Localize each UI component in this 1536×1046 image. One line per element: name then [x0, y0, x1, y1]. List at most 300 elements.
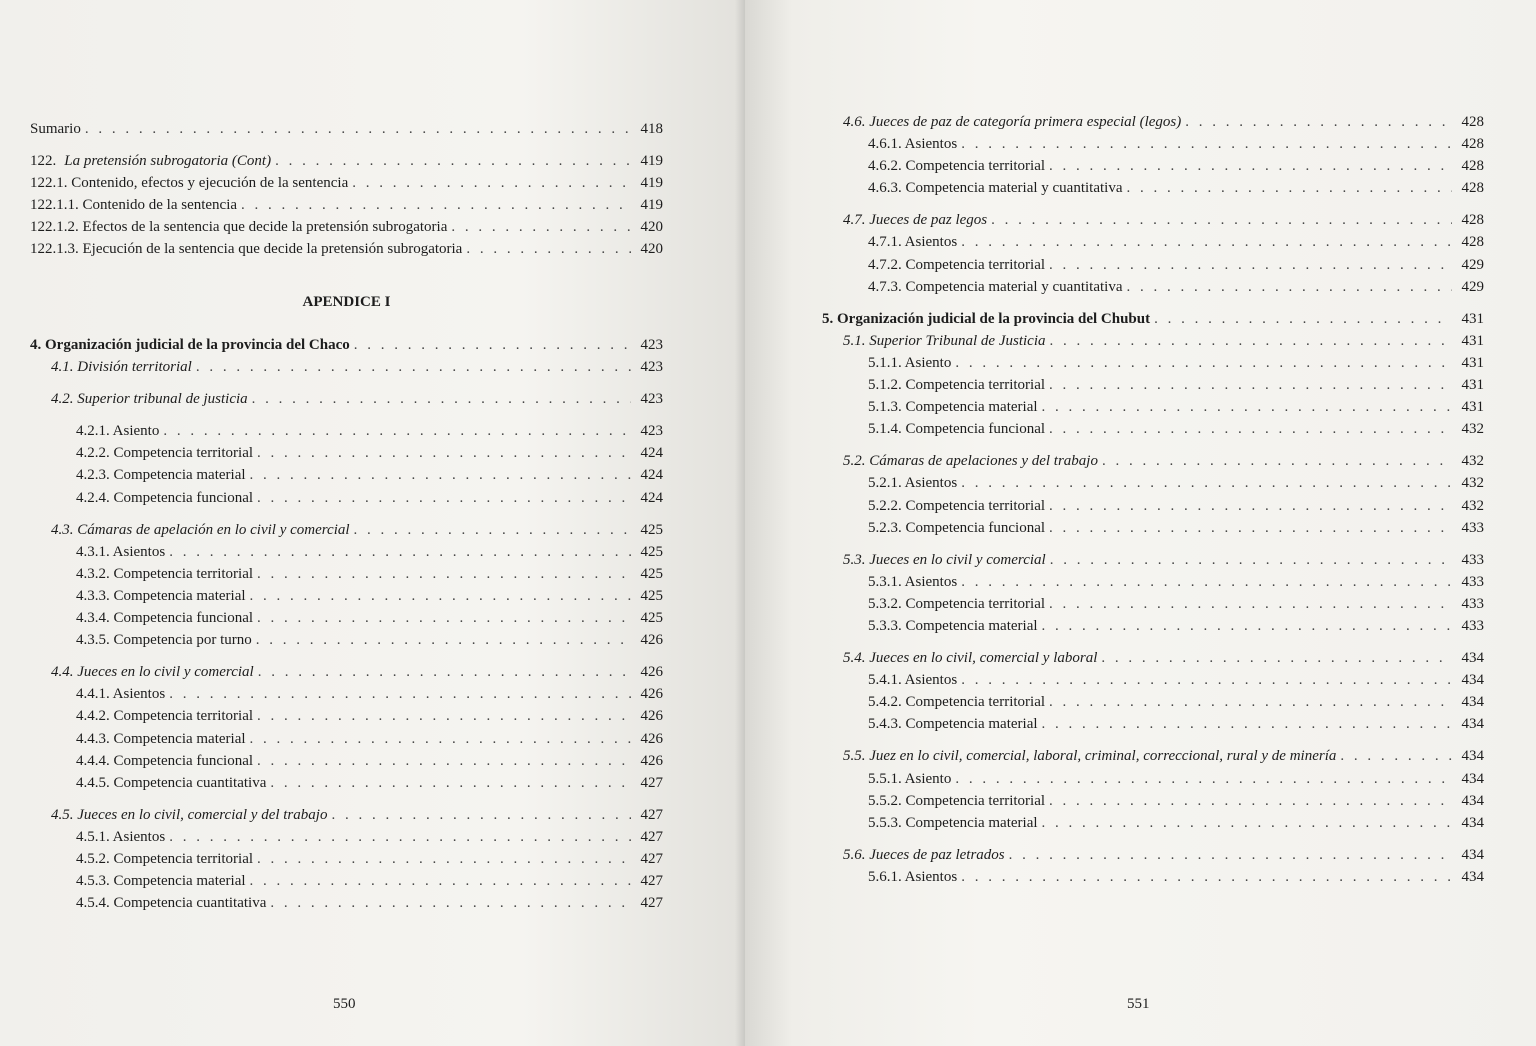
- toc-entry-label: [843, 209, 987, 231]
- toc-entry-text: 5.4. Jueces en lo civil, comercial y laboral: [843, 650, 1098, 667]
- toc-entry-page: 423: [640, 337, 663, 353]
- toc-entry: [30, 487, 663, 509]
- toc-entry-text: 5.6. Jueces de paz letrados: [843, 846, 1005, 863]
- toc-entry: [822, 549, 1484, 571]
- toc-entry: [822, 330, 1484, 352]
- toc-entry-label: [868, 615, 1038, 637]
- toc-entry-label: [868, 713, 1038, 735]
- toc-entry: [822, 812, 1484, 834]
- dot-leader: [1050, 330, 1453, 352]
- toc-entry-label: [843, 111, 1181, 133]
- toc-entry: [822, 254, 1484, 276]
- toc-entry-page: 433: [1461, 519, 1484, 536]
- toc-entry-label: [868, 254, 1045, 276]
- toc-entry: [30, 750, 663, 772]
- toc-entry-page: 429: [1461, 278, 1484, 295]
- dot-leader: [256, 629, 631, 651]
- toc-entry-page: 425: [640, 610, 663, 627]
- toc-entry: [822, 396, 1484, 418]
- dot-leader: [961, 571, 1452, 593]
- toc-entry-page: 426: [640, 632, 663, 649]
- toc-entry-page: 425: [640, 565, 663, 582]
- toc-entry-text: La pretensión subrogatoria (Cont): [64, 153, 272, 170]
- toc-entry-text: 5.5. Juez en lo civil, comercial, laboral, criminal, correccional, rural y de minería: [843, 748, 1337, 765]
- toc-entry-label: [76, 487, 253, 509]
- toc-entry-page: 431: [1461, 354, 1484, 371]
- toc-entry-page: 427: [640, 873, 663, 890]
- toc-entry-page: 427: [640, 850, 663, 867]
- toc-entry: [822, 593, 1484, 615]
- toc-entry-text: 5.3.1. Asientos: [868, 573, 958, 590]
- dot-leader: [1340, 745, 1452, 767]
- toc-entry-text: 5.2.3. Competencia funcional: [868, 519, 1046, 536]
- dot-leader: [257, 705, 631, 727]
- toc-entry: [822, 450, 1484, 472]
- toc-entry-label: [51, 519, 350, 541]
- toc-entry-text: 5.5.2. Competencia territorial: [868, 792, 1046, 809]
- toc-entry-label: [76, 563, 253, 585]
- toc-entry-text: 5.1.2. Competencia territorial: [868, 377, 1046, 394]
- toc-entry-page: 426: [640, 664, 663, 681]
- toc-entry-text: 4.3.5. Competencia por turno: [76, 632, 252, 649]
- dot-leader: [1049, 593, 1452, 615]
- dot-leader: [196, 356, 631, 378]
- toc-entry-text: 5.4.3. Competencia material: [868, 716, 1038, 733]
- toc-entry-page: 431: [1461, 377, 1484, 394]
- toc-entry: [30, 804, 663, 826]
- dot-leader: [1127, 276, 1453, 298]
- toc-entry-page: 426: [640, 708, 663, 725]
- toc-entry-label: [868, 177, 1123, 199]
- dot-leader: [354, 519, 631, 541]
- toc-entry-text: 4.6. Jueces de paz de categoría primera especial (legos): [843, 114, 1182, 130]
- toc-entry-page: 428: [1461, 136, 1484, 153]
- toc-entry-page: 424: [640, 489, 663, 506]
- toc-entry: [30, 388, 663, 410]
- toc-entry-label: [868, 133, 957, 155]
- toc-entry-text: 4.5. Jueces en lo civil, comercial y del trabajo: [51, 806, 328, 823]
- toc-entry-page: 425: [640, 543, 663, 560]
- toc-entry: [30, 194, 663, 216]
- toc-entry: [822, 374, 1484, 396]
- toc-entry-page: 429: [1461, 256, 1484, 273]
- toc-entry-label: [868, 418, 1045, 440]
- toc-entry-text: 4.3. Cámaras de apelación en lo civil y comercial: [51, 521, 350, 538]
- dot-leader: [1049, 418, 1452, 440]
- toc-entry-text: 4.5.3. Competencia material: [76, 873, 246, 890]
- toc-entry-text: 5.2.1. Asientos: [868, 475, 958, 492]
- toc-entry-page: 434: [1461, 814, 1484, 831]
- toc-entry-label: [822, 308, 1150, 330]
- toc-entry-text: 5.3. Jueces en lo civil y comercial: [843, 551, 1046, 568]
- toc-entry-label: [51, 388, 248, 410]
- dot-leader: [1049, 155, 1452, 177]
- dot-leader: [250, 728, 631, 750]
- toc-entry-label: [76, 728, 246, 750]
- toc-entry-label: [868, 669, 957, 691]
- toc-entry-label: [76, 541, 165, 563]
- toc-entry-number: 122.: [30, 153, 57, 170]
- toc-entry-label: [868, 472, 957, 494]
- dot-leader: [275, 150, 631, 172]
- toc-entry: [822, 713, 1484, 735]
- toc-entry-label: [76, 420, 159, 442]
- dot-leader: [1042, 615, 1452, 637]
- toc-entry-page: 434: [1461, 846, 1484, 863]
- dot-leader: [257, 607, 631, 629]
- toc-entry-text: 4.1. División territorial: [51, 359, 192, 376]
- dot-leader: [163, 420, 631, 442]
- dot-leader: [451, 216, 631, 238]
- toc-entry-page: 432: [1461, 421, 1484, 438]
- dot-leader: [241, 194, 631, 216]
- page-number-right: 551: [1127, 996, 1150, 1012]
- toc-entry: [30, 464, 663, 486]
- toc-entry-label: [868, 790, 1045, 812]
- toc-entry-label: [76, 848, 253, 870]
- toc-entry-label: [868, 593, 1045, 615]
- toc-entry-text: 5.3.2. Competencia territorial: [868, 595, 1046, 612]
- dot-leader: [169, 683, 631, 705]
- toc-entry: [30, 216, 663, 238]
- toc-entry: [822, 691, 1484, 713]
- page-number-left: 550: [333, 996, 356, 1012]
- left-toc-top: [30, 118, 663, 261]
- dot-leader: [331, 804, 631, 826]
- left-page: [0, 0, 745, 1046]
- toc-entry-text: 4.4.3. Competencia material: [76, 730, 246, 747]
- dot-leader: [955, 768, 1452, 790]
- appendix-title: APENDICE I: [302, 294, 391, 310]
- toc-entry: [822, 745, 1484, 767]
- toc-entry-text: 4.2.2. Competencia territorial: [76, 445, 254, 462]
- toc-entry-label: [868, 866, 957, 888]
- toc-entry: [30, 728, 663, 750]
- toc-entry-label: [868, 276, 1123, 298]
- toc-entry-label: [868, 812, 1038, 834]
- toc-entry: [30, 629, 663, 651]
- toc-entry-text: 4.7.1. Asientos: [868, 234, 958, 251]
- toc-entry-label: [76, 750, 253, 772]
- dot-leader: [1049, 495, 1452, 517]
- toc-entry: [30, 661, 663, 683]
- toc-entry-page: 420: [640, 219, 663, 236]
- toc-entry-text: 4.6.1. Asientos: [868, 136, 958, 153]
- toc-entry-label: [30, 334, 350, 356]
- dot-leader: [169, 541, 631, 563]
- toc-entry-page: 424: [640, 467, 663, 484]
- toc-entry-text: 4.2.1. Asiento: [76, 423, 160, 440]
- toc-entry-page: 419: [640, 197, 663, 214]
- toc-entry-label: [843, 844, 1005, 866]
- toc-entry: [30, 541, 663, 563]
- dot-leader: [961, 669, 1452, 691]
- toc-entry-label: [868, 768, 951, 790]
- toc-entry: [30, 870, 663, 892]
- dot-leader: [270, 892, 631, 914]
- dot-leader: [169, 826, 631, 848]
- dot-leader: [1049, 691, 1452, 713]
- toc-entry: [822, 177, 1484, 199]
- toc-entry-label: [868, 155, 1045, 177]
- toc-entry-text: 4.5.2. Competencia territorial: [76, 850, 254, 867]
- dot-leader: [257, 563, 631, 585]
- toc-entry-label: [76, 607, 253, 629]
- left-toc-bottom: [30, 256, 663, 914]
- dot-leader: [1049, 517, 1452, 539]
- dot-leader: [1101, 647, 1452, 669]
- toc-entry-text: 122.1.3. Ejecución de la sentencia que decide la pretensión subrogatoria: [30, 241, 463, 258]
- toc-entry: [822, 111, 1484, 133]
- toc-entry-page: 418: [640, 121, 663, 137]
- toc-entry-label: [76, 870, 246, 892]
- toc-entry: [822, 495, 1484, 517]
- toc-entry-page: 427: [640, 895, 663, 912]
- toc-entry-page: 428: [1461, 114, 1484, 130]
- toc-entry-label: [76, 892, 266, 914]
- toc-entry-page: 432: [1461, 475, 1484, 492]
- toc-entry-text: 4.3.3. Competencia material: [76, 587, 246, 604]
- dot-leader: [257, 750, 631, 772]
- toc-entry-label: [30, 172, 348, 194]
- toc-entry-text: 5.5.3. Competencia material: [868, 814, 1038, 831]
- toc-entry-text: 5.1.4. Competencia funcional: [868, 421, 1046, 438]
- toc-entry-page: 428: [1461, 158, 1484, 175]
- toc-entry: [30, 607, 663, 629]
- toc-entry: [822, 155, 1484, 177]
- toc-entry-page: 423: [640, 359, 663, 376]
- toc-entry-text: 5.1.1. Asiento: [868, 354, 952, 371]
- right-toc: [822, 111, 1484, 888]
- toc-entry-page: 431: [1461, 399, 1484, 416]
- toc-entry: [822, 308, 1484, 330]
- toc-entry-label: [76, 705, 253, 727]
- toc-entry-text: 4.3.1. Asientos: [76, 543, 166, 560]
- toc-entry-text: 5.1. Superior Tribunal de Justicia: [843, 332, 1046, 349]
- toc-entry: [30, 150, 663, 172]
- dot-leader: [352, 172, 631, 194]
- toc-entry: [30, 334, 663, 356]
- toc-entry-page: 423: [640, 423, 663, 440]
- dot-leader: [257, 848, 631, 870]
- toc-entry-text: 4.2.4. Competencia funcional: [76, 489, 254, 506]
- toc-entry-page: 433: [1461, 573, 1484, 590]
- toc-entry-label: [843, 647, 1097, 669]
- toc-entry: [30, 772, 663, 794]
- toc-entry-page: 424: [640, 445, 663, 462]
- toc-entry-text: 4.4.5. Competencia cuantitativa: [76, 774, 267, 791]
- toc-entry-label: [76, 585, 246, 607]
- dot-leader: [961, 231, 1452, 253]
- toc-entry-label: [76, 826, 165, 848]
- dot-leader: [991, 209, 1452, 231]
- toc-entry: [822, 133, 1484, 155]
- toc-entry-text: 4. Organización judicial de la provincia del Chaco: [30, 337, 350, 353]
- dot-leader: [955, 352, 1452, 374]
- toc-entry-page: 434: [1461, 748, 1484, 765]
- toc-entry: [822, 647, 1484, 669]
- toc-entry: [822, 231, 1484, 253]
- toc-entry-text: 4.4. Jueces en lo civil y comercial: [51, 664, 254, 681]
- toc-entry-page: 432: [1461, 497, 1484, 514]
- dot-leader: [257, 487, 631, 509]
- toc-entry-text: 4.7.3. Competencia material y cuantitativa: [868, 278, 1123, 295]
- toc-entry-page: 427: [640, 774, 663, 791]
- toc-entry-page: 419: [640, 175, 663, 192]
- dot-leader: [1042, 396, 1452, 418]
- toc-entry-text: 4.7. Jueces de paz legos: [843, 212, 988, 229]
- toc-entry-page: 434: [1461, 716, 1484, 733]
- dot-leader: [961, 472, 1452, 494]
- toc-entry-page: 428: [1461, 234, 1484, 251]
- toc-entry-text: 5.4.2. Competencia territorial: [868, 694, 1046, 711]
- toc-entry-page: 434: [1461, 694, 1484, 711]
- dot-leader: [250, 464, 631, 486]
- toc-entry-text: 5.3.3. Competencia material: [868, 617, 1038, 634]
- dot-leader: [961, 133, 1452, 155]
- toc-entry-label: [76, 683, 165, 705]
- dot-leader: [252, 388, 631, 410]
- toc-entry: [822, 615, 1484, 637]
- dot-leader: [1049, 254, 1452, 276]
- toc-entry-text: 5.2. Cámaras de apelaciones y del trabajo: [843, 453, 1098, 470]
- toc-entry-page: 428: [1461, 212, 1484, 229]
- dot-leader: [1009, 844, 1452, 866]
- toc-entry-text: 5.2.2. Competencia territorial: [868, 497, 1046, 514]
- toc-entry-label: [51, 661, 254, 683]
- toc-entry-text: 5.6.1. Asientos: [868, 868, 958, 885]
- toc-entry: [822, 418, 1484, 440]
- toc-entry-label: [843, 450, 1098, 472]
- toc-entry-page: 426: [640, 752, 663, 769]
- toc-entry-label: [30, 194, 237, 216]
- toc-entry-label: [30, 118, 81, 140]
- toc-entry: [822, 276, 1484, 298]
- toc-entry-page: 419: [640, 153, 663, 170]
- toc-entry-page: 434: [1461, 650, 1484, 667]
- toc-entry: [822, 517, 1484, 539]
- toc-entry: [822, 790, 1484, 812]
- toc-entry-label: [51, 356, 192, 378]
- dot-leader: [1042, 713, 1452, 735]
- toc-entry-text: 5.1.3. Competencia material: [868, 399, 1038, 416]
- toc-entry-text: 5.5.1. Asiento: [868, 770, 952, 787]
- toc-entry: [822, 571, 1484, 593]
- toc-entry: [30, 892, 663, 914]
- toc-entry-text: 5.4.1. Asientos: [868, 672, 958, 689]
- toc-entry: [30, 172, 663, 194]
- toc-entry-label: [76, 772, 266, 794]
- toc-entry-text: 4.5.4. Competencia cuantitativa: [76, 895, 267, 912]
- toc-entry: [30, 420, 663, 442]
- dot-leader: [270, 772, 631, 794]
- dot-leader: [1154, 308, 1452, 330]
- toc-entry: [30, 826, 663, 848]
- dot-leader: [961, 866, 1452, 888]
- toc-entry-label: [868, 517, 1045, 539]
- toc-entry-label: [51, 804, 327, 826]
- toc-entry-label: [868, 571, 957, 593]
- toc-entry-page: 426: [640, 730, 663, 747]
- toc-entry-text: 122.1.2. Efectos de la sentencia que decide la pretensión subrogatoria: [30, 219, 448, 236]
- toc-entry: [822, 669, 1484, 691]
- toc-entry-label: [868, 374, 1045, 396]
- toc-entry-page: 434: [1461, 770, 1484, 787]
- toc-entry-page: 434: [1461, 792, 1484, 809]
- toc-entry: [30, 118, 663, 140]
- toc-entry: [822, 768, 1484, 790]
- toc-entry-text: 122.1. Contenido, efectos y ejecución de la sentencia: [30, 175, 349, 192]
- toc-entry-text: 4.3.2. Competencia territorial: [76, 565, 254, 582]
- toc-entry-text: 4.6.2. Competencia territorial: [868, 158, 1046, 175]
- toc-entry-label: [76, 629, 252, 651]
- dot-leader: [250, 870, 631, 892]
- toc-entry-page: 434: [1461, 868, 1484, 885]
- dot-leader: [1185, 111, 1452, 133]
- toc-entry-page: 431: [1461, 332, 1484, 349]
- toc-entry-page: 425: [640, 521, 663, 538]
- toc-entry: [30, 683, 663, 705]
- toc-entry-text: 4.3.4. Competencia funcional: [76, 610, 254, 627]
- toc-entry-page: 423: [640, 391, 663, 408]
- toc-entry: [30, 563, 663, 585]
- toc-entry: [822, 844, 1484, 866]
- toc-entry-label: [868, 396, 1038, 418]
- toc-entry-label: [843, 745, 1336, 767]
- toc-entry-label: [843, 330, 1046, 352]
- toc-entry-page: 433: [1461, 551, 1484, 568]
- dot-leader: [1050, 549, 1452, 571]
- toc-entry-page: 427: [640, 806, 663, 823]
- toc-entry-page: 427: [640, 828, 663, 845]
- toc-entry-label: [868, 691, 1045, 713]
- toc-entry-text: 4.2.3. Competencia material: [76, 467, 246, 484]
- toc-entry-label: [30, 150, 271, 172]
- toc-entry: [30, 705, 663, 727]
- toc-entry: [30, 356, 663, 378]
- toc-entry: [30, 585, 663, 607]
- dot-leader: [354, 334, 631, 356]
- toc-entry: [30, 519, 663, 541]
- toc-entry-page: 434: [1461, 672, 1484, 689]
- right-page: [745, 0, 1536, 1046]
- dot-leader: [250, 585, 631, 607]
- toc-entry: [822, 352, 1484, 374]
- toc-entry-text: 122.1.1. Contenido de la sentencia: [30, 197, 238, 214]
- toc-entry-text: 4.4.4. Competencia funcional: [76, 752, 254, 769]
- toc-entry: [822, 209, 1484, 231]
- toc-entry-text: 5. Organización judicial de la provincia del Chubut: [822, 310, 1151, 327]
- toc-entry-page: 431: [1461, 310, 1484, 327]
- dot-leader: [85, 118, 631, 140]
- toc-entry-label: [868, 352, 951, 374]
- toc-entry-page: 433: [1461, 595, 1484, 612]
- toc-entry: [30, 848, 663, 870]
- toc-entry-label: [868, 231, 957, 253]
- toc-entry-label: [868, 495, 1045, 517]
- dot-leader: [257, 442, 631, 464]
- toc-entry-page: 426: [640, 686, 663, 703]
- dot-leader: [1127, 177, 1453, 199]
- toc-entry-label: [76, 464, 246, 486]
- toc-entry: [822, 472, 1484, 494]
- toc-entry-label: [30, 216, 447, 238]
- dot-leader: [1102, 450, 1452, 472]
- toc-entry-page: 420: [640, 241, 663, 258]
- toc-entry-text: 4.4.2. Competencia territorial: [76, 708, 254, 725]
- toc-entry-page: 428: [1461, 180, 1484, 197]
- toc-entry-text: 4.5.1. Asientos: [76, 828, 166, 845]
